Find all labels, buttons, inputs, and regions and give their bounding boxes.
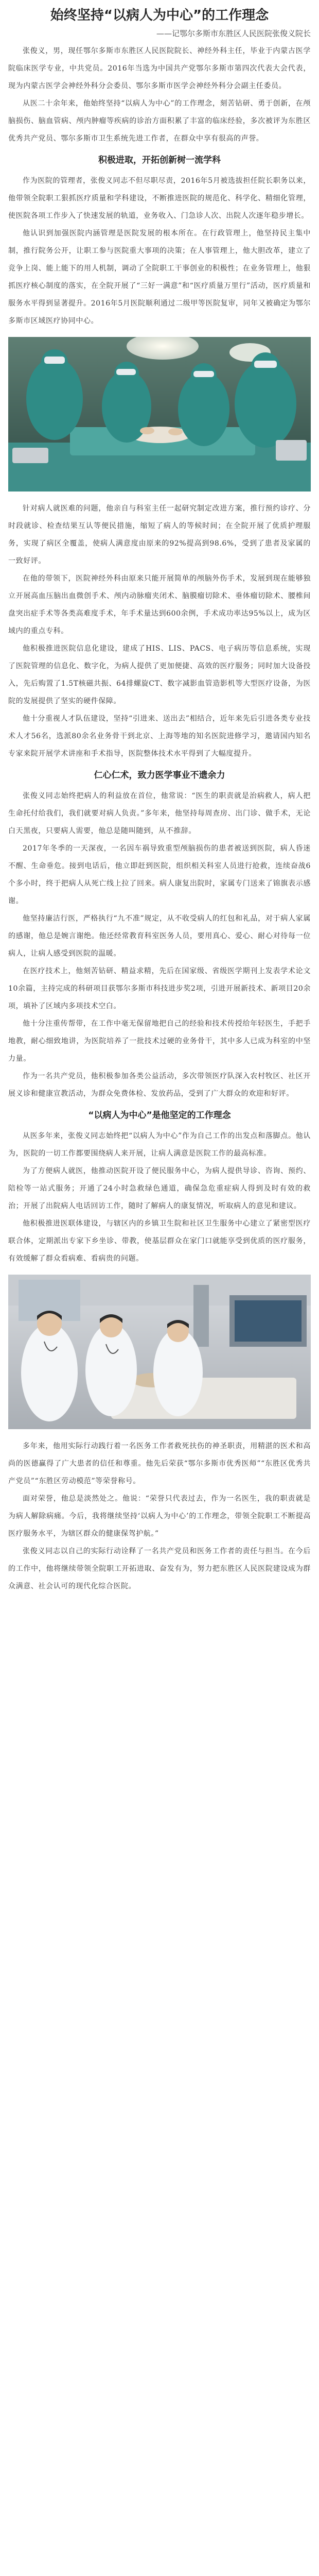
paragraph: 作为一名共产党员，他积极参加各类公益活动，多次带领医疗队深入农村牧区、社区开展义诊和健康宣教活动，为群众免费体检、发放药品，受到了广大群众的欢迎和好评。 [8, 1072, 311, 1098]
paragraph: 从医二十余年来，他始终坚持“以病人为中心”的工作理念，刻苦钻研、勇于创新，在颅脑损伤、脑血管病、颅内肿瘤等疾病的诊治方面积累了丰富的临床经验，多次被评为东胜区优秀共产党员、鄂尔多斯市卫生系统先进工作者，在群众中享有很高的声誉。 [8, 99, 311, 143]
paragraph: 张俊义同志以自己的实际行动诠释了一名共产党员和医务工作者的责任与担当。在今后的工作中，他将继续带领全院职工开拓进取、奋发有为，努力把东胜区人民医院建设成为群众满意、社会认可的现代化综合医院。 [8, 1547, 311, 1590]
paragraph: 面对荣誉，他总是淡然处之。他说：“荣誉只代表过去，作为一名医生，我的职责就是为病人解除病痛。今后，我将继续坚持‘以病人为中心’的工作理念，带领全院职工不断提高医疗服务水平，为辖区群众的健康保驾护航。” [8, 1495, 311, 1538]
paragraph: 在医疗技术上，他刻苦钻研、精益求精，先后在国家级、省级医学期刊上发表学术论文10余篇，主持完成的科研项目获鄂尔多斯市科技进步奖2项，引进开展新技术、新项目20余项，填补了区域内多项技术空白。 [8, 967, 311, 1010]
paragraph: 2017年冬季的一天深夜，一名因车祸导致重型颅脑损伤的患者被送到医院，病人昏迷不醒、生命垂危。接到电话后，他立即赶到医院，组织相关科室人员进行抢救，连续奋战6个多小时，终于把病人从死亡线上拉了回来。病人康复出院时，家属专门送来了锦旗表示感谢。 [8, 844, 311, 905]
paragraph: 针对病人就医难的问题，他亲自与科室主任一起研究制定改进方案，推行预约诊疗、分时段就诊、检查结果互认等便民措施，缩短了病人的等候时间；在全院开展了优质护理服务，实现了病区全覆盖，使病人满意度由原来的92%提高到98.6%，受到了患者及家属的一致好评。 [8, 504, 311, 565]
paragraph: 为了方便病人就医，他推动医院开设了便民服务中心，为病人提供导诊、咨询、预约、陪检等一站式服务；开通了24小时急救绿色通道，确保急危重症病人得到及时有效的救治；开展了出院病人电话回访工作，随时了解病人的康复情况，听取病人的意见和建议。 [8, 1167, 311, 1210]
ward-round-photo [8, 1275, 311, 1429]
section-heading: 积极进取，开拓创新树一流学科 [98, 155, 221, 165]
section-philosophy [8, 1106, 311, 1267]
paragraph: 他十分注重传帮带，在工作中毫无保留地把自己的经验和技术传授给年轻医生，手把手地教，耐心细致地讲，为医院培养了一批技术过硬的业务骨干，其中多人已成为科室的中坚力量。 [8, 1020, 311, 1063]
paragraph: 在他的带领下，医院神经外科由原来只能开展简单的颅脑外伤手术，发展到现在能够独立开展高血压脑出血微创手术、颅内动脉瘤夹闭术、脑膜瘤切除术、垂体瘤切除术、腰椎间盘突出症手术等各类高难度手术，年手术量达到600余例，手术成功率达95%以上，成为区域内的重点专科。 [8, 574, 311, 635]
section-dedication [8, 766, 311, 1103]
paragraph: 多年来，他用实际行动践行着一名医务工作者救死扶伤的神圣职责，用精湛的医术和高尚的医德赢得了广大患者的信任和尊重。他先后荣获“鄂尔多斯市优秀医师”“东胜区优秀共产党员”“东胜区劳动模范”等荣誉称号。 [8, 1442, 311, 1485]
section-service [8, 500, 311, 762]
section-heading: 仁心仁术，致力医学事业不遗余力 [94, 770, 225, 781]
paragraph: 他积极推进医院信息化建设，建成了HIS、LIS、PACS、电子病历等信息系统，实现了医院管理的信息化、数字化，为病人提供了更加便捷、高效的医疗服务；同时加大设备投入，先后购置了1.5T核磁共振、64排螺旋CT、数字减影血管造影机等大型医疗设备，为医院的发展提供了坚实的硬件保障。 [8, 645, 311, 705]
surgery-photo [8, 337, 311, 492]
paragraph: 他坚持廉洁行医，严格执行“九不准”规定，从不收受病人的红包和礼品，对于病人家属的感谢，他总是婉言谢绝。他还经常教育科室医务人员，要用真心、爱心、耐心对待每一位病人，让病人感受到医院的温暖。 [8, 914, 311, 958]
paragraph: 从医多年来，张俊义同志始终把“以病人为中心”作为自己工作的出发点和落脚点。他认为，医院的一切工作都要围绕病人来开展，让病人满意是医院工作的最高标准。 [8, 1132, 311, 1158]
section-honors [8, 1437, 311, 1595]
paragraph: 他认识到加强医院内涵管理是医院发展的根本所在。在行政管理上，他坚持民主集中制，推行院务公开，让职工参与医院重大事项的决策；在人事管理上，他大胆改革，建立了竞争上岗、能上能下的用人机制，调动了全院职工干事创业的积极性；在业务管理上，他狠抓医疗核心制度的落实，在全院开展了“三好一满意”和“医疗质量万里行”活动，医疗质量和服务水平得到显著提升。2016年5月医院顺利通过二级甲等医院复审，同年又被确定为鄂尔多斯市区域医疗协同中心。 [8, 229, 311, 325]
paragraph: 他积极推进医联体建设，与辖区内的乡镇卫生院和社区卫生服务中心建立了紧密型医疗联合体，定期派出专家下乡坐诊、带教，使基层群众在家门口就能享受到优质的医疗服务，有效缓解了群众看病难、看病贵的问题。 [8, 1219, 311, 1263]
paragraph: 他十分重视人才队伍建设，坚持“引进来、送出去”相结合，近年来先后引进各类专业技术人才56名，选派80余名业务骨干到北京、上海等地的知名医院进修学习，邀请国内知名专家来院开展学术讲座和手术指导，医院整体技术水平得到了大幅度提升。 [8, 715, 311, 758]
section-heading: “以病人为中心”是他坚定的工作理念 [88, 1110, 231, 1121]
article-title: 始终坚持“以病人为中心”的工作理念 [50, 8, 269, 23]
paragraph: 张俊义，男，现任鄂尔多斯市东胜区人民医院院长、神经外科主任，毕业于内蒙古医学院临床医学专业，中共党员。2016年当选为中国共产党鄂尔多斯市第四次代表大会代表，现为内蒙古医学会神经外科分会委员、鄂尔多斯市医学会神经外科分会副主任委员。 [8, 47, 311, 90]
article-subtitle: ——记鄂尔多斯市东胜区人民医院张俊义院长 [156, 29, 311, 38]
intro-section [8, 42, 311, 147]
paragraph: 作为医院的管理者，张俊义同志不但尽职尽责，2016年5月被选拔担任院长职务以来，他带领全院职工狠抓医疗质量和学科建设，不断推进医院的规范化、科学化、精细化管理，使医院各项工作步入了快速发展的轨道，业务收入、门急诊人次、出院人次逐年稳步增长。 [8, 177, 311, 220]
paragraph: 张俊义同志始终把病人的利益放在首位，他常说：“医生的职责就是治病救人，病人把生命托付给我们，我们就要对病人负责。”多年来，他坚持每周查房、出门诊、做手术，无论白天黑夜，只要病人需要，他总是随叫随到，从不推辞。 [8, 792, 311, 835]
section-discipline [8, 150, 311, 330]
